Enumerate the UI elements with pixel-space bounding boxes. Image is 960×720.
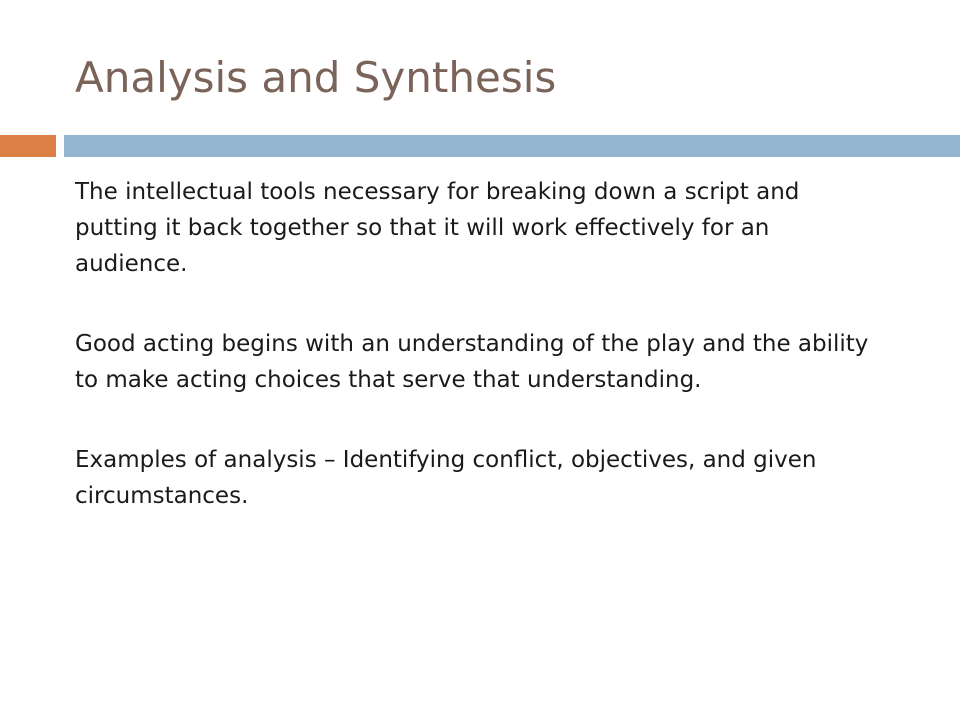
body-paragraph-definition: The intellectual tools necessary for breaking down a script and putting it back together so that it will work effectively for an audience. (75, 179, 800, 277)
body-paragraph-good-acting: Good acting begins with an understanding of the play and the ability to make acting choices that serve that understanding. (75, 331, 869, 393)
slide-title: Analysis and Synthesis (75, 53, 557, 102)
slide-body (75, 174, 885, 558)
body-paragraph-examples: Examples of analysis – Identifying conflict, objectives, and given circumstances. (75, 447, 817, 509)
title-accent-bar (0, 135, 56, 157)
title-divider-bar (64, 135, 960, 157)
